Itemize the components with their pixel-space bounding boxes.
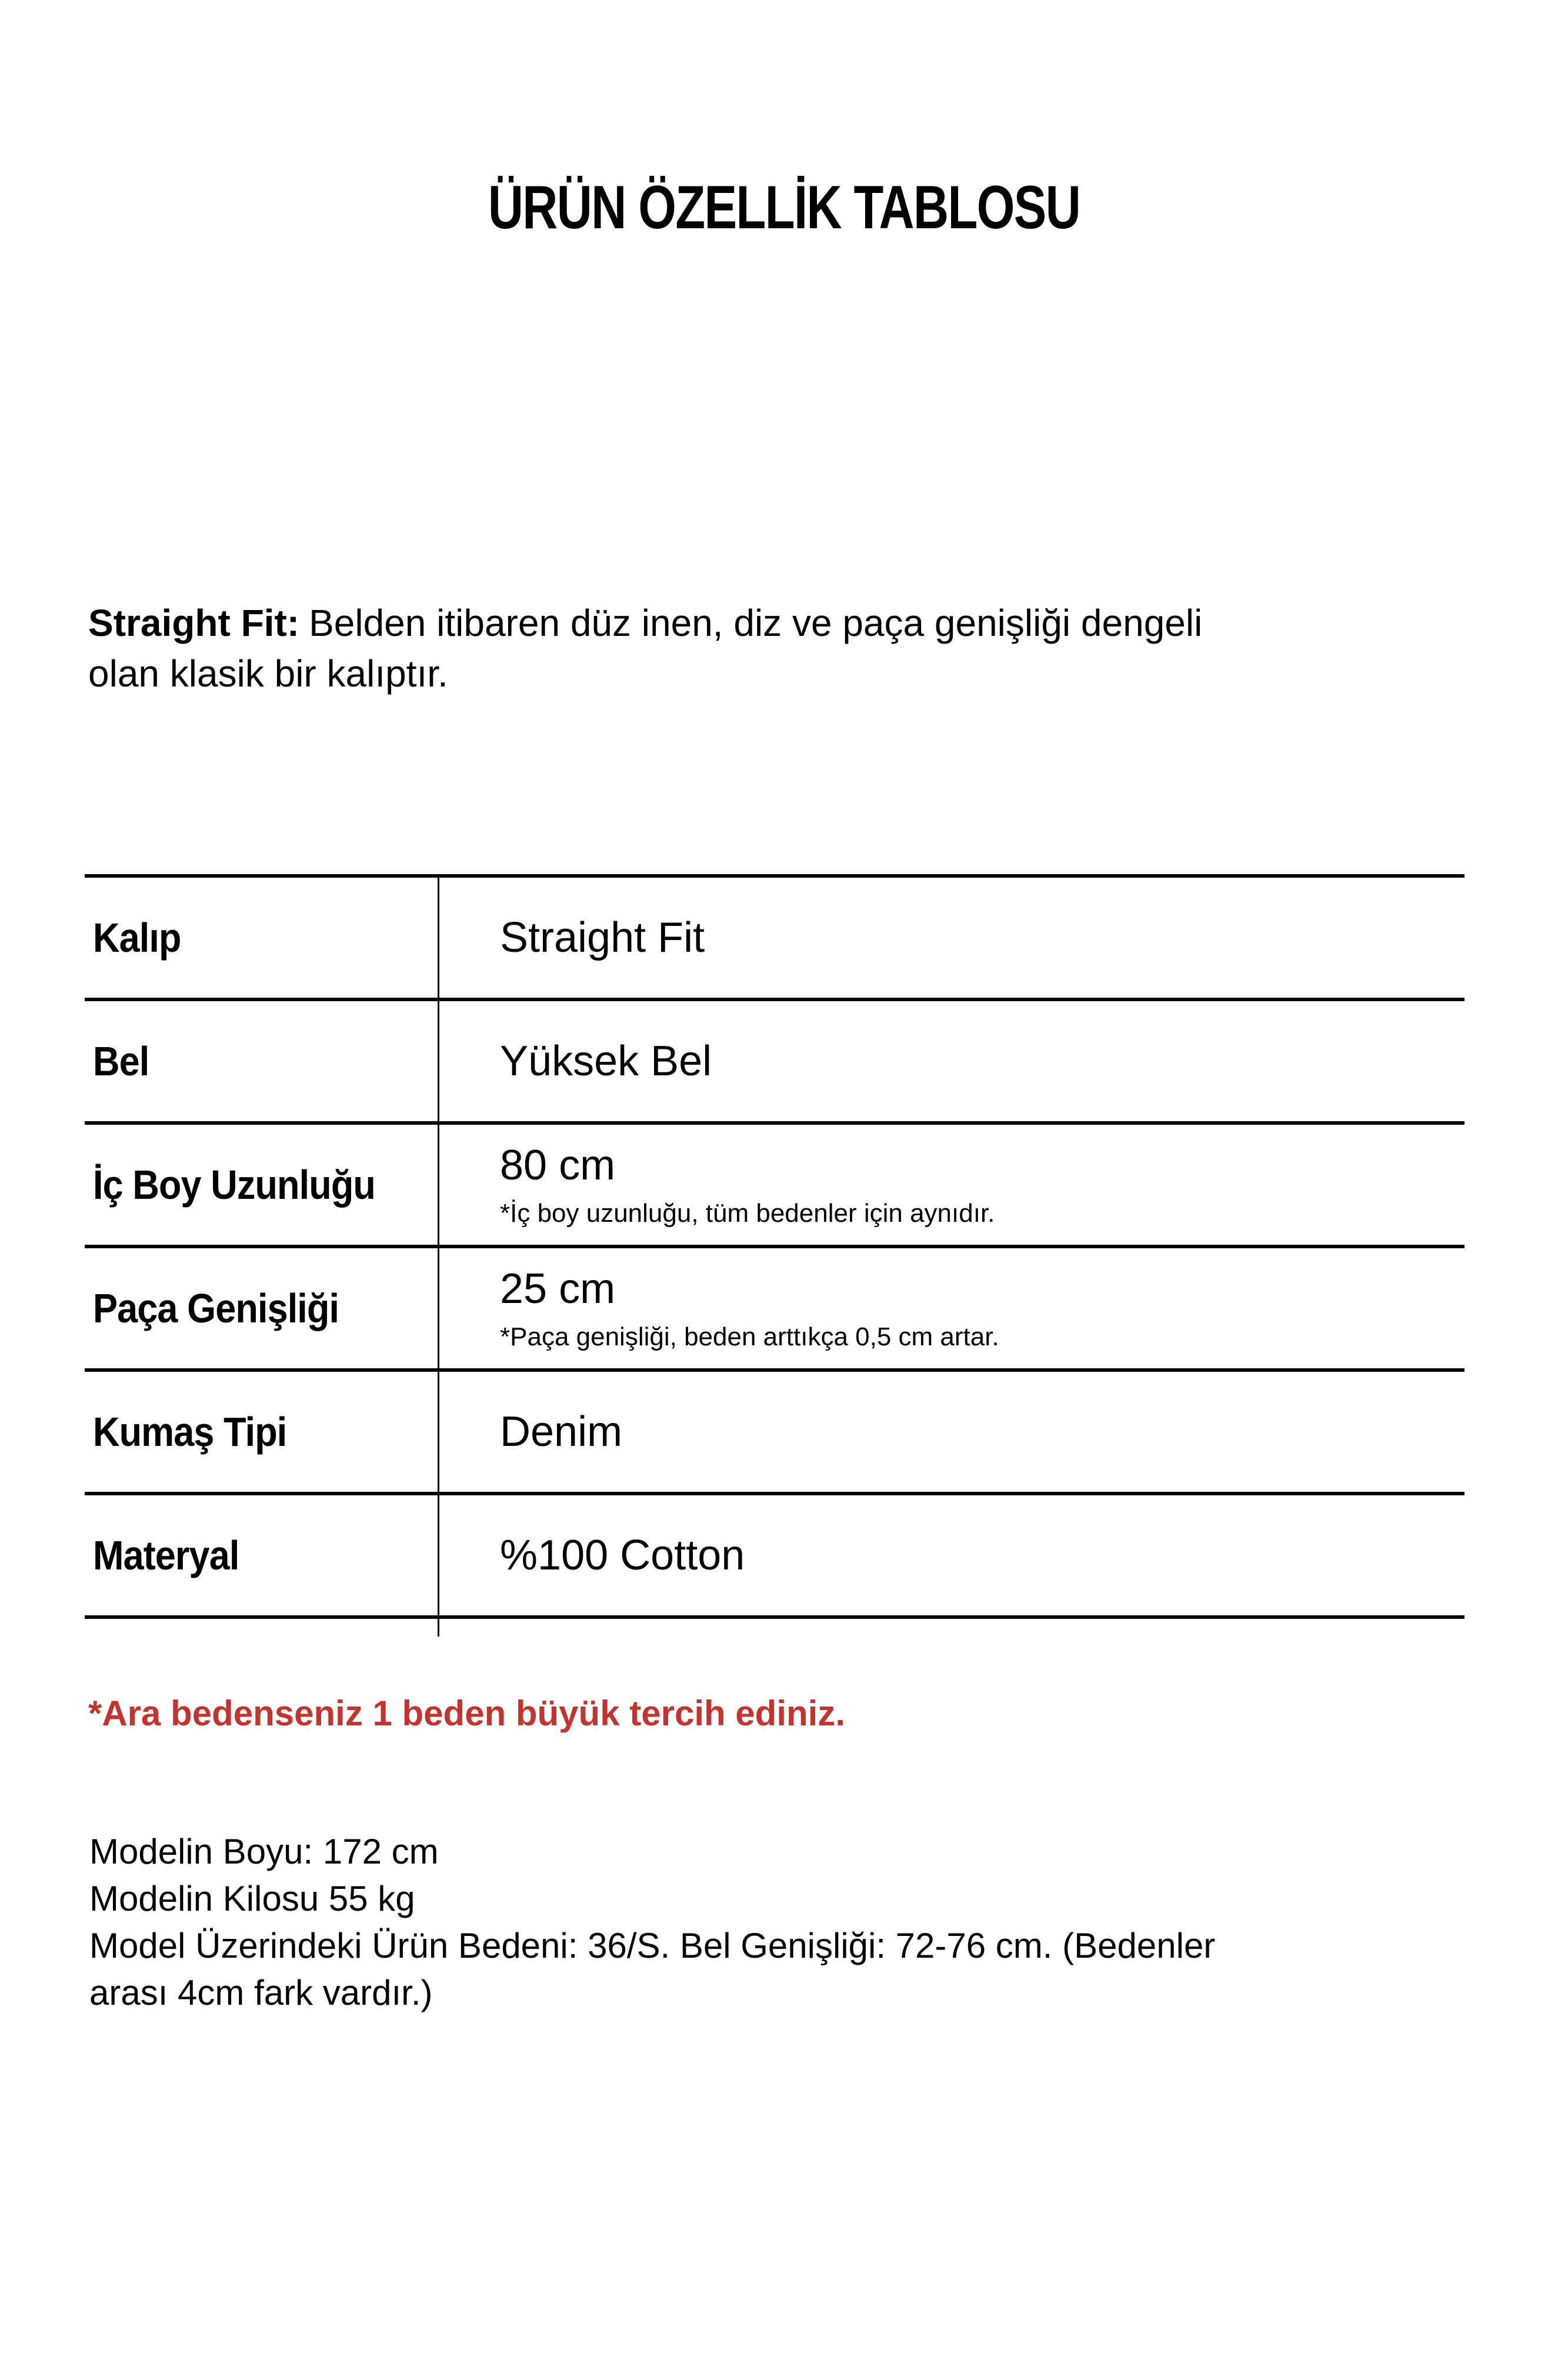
row-note: *İç boy uzunluğu, tüm bedenler için aynıdır. — [500, 1199, 995, 1228]
row-label-cell — [85, 1248, 438, 1368]
row-value-cell — [438, 1001, 1464, 1121]
model-info — [89, 1828, 1215, 2017]
row-label-cell — [85, 1001, 438, 1121]
model-info-size-line-1: Model Üzerindeki Ürün Bedeni: 36/S. Bel Genişliği: 72-76 cm. (Bedenler — [89, 1926, 1216, 1965]
row-label-cell — [85, 1372, 438, 1492]
row-label: Bel — [93, 1038, 149, 1084]
table-row-kalip — [85, 878, 1464, 1001]
row-value: Yüksek Bel — [500, 1038, 712, 1085]
model-info-weight: Modelin Kilosu 55 kg — [89, 1879, 415, 1918]
row-value: Straight Fit — [500, 914, 705, 961]
fit-description — [88, 598, 1202, 699]
table-row-kumas-tipi — [85, 1372, 1464, 1495]
row-value: 25 cm — [500, 1265, 616, 1312]
fit-description-line-2: olan klasik bir kalıptır. — [88, 652, 448, 695]
row-label-cell — [85, 1125, 438, 1245]
row-label: Kumaş Tipi — [93, 1409, 287, 1455]
size-recommendation-note: *Ara bedenseniz 1 beden büyük tercih ediniz. — [88, 1694, 845, 1733]
row-value: Denim — [500, 1408, 623, 1455]
model-info-height: Modelin Boyu: 172 cm — [89, 1832, 439, 1871]
row-value-cell — [438, 1372, 1464, 1492]
model-info-size-line-2: arası 4cm fark vardır.) — [89, 1973, 433, 2012]
row-label: Kalıp — [93, 915, 181, 961]
row-label-cell — [85, 878, 438, 998]
row-value: 80 cm — [500, 1142, 616, 1189]
fit-description-term: Straight Fit: — [88, 602, 300, 644]
row-value-cell — [438, 1125, 1464, 1245]
page-title: ÜRÜN ÖZELLİK TABLOSU — [488, 174, 1080, 242]
row-label-cell — [85, 1495, 438, 1615]
row-value-cell — [438, 878, 1464, 998]
spec-table — [85, 874, 1464, 1619]
row-value-cell — [438, 1495, 1464, 1615]
table-row-paca-genisligi — [85, 1248, 1464, 1372]
row-label: Paça Genişliği — [93, 1285, 339, 1331]
table-row-materyal — [85, 1495, 1464, 1619]
table-column-divider — [438, 878, 439, 1637]
row-value-cell — [438, 1248, 1464, 1368]
table-row-bel — [85, 1001, 1464, 1125]
row-label: Materyal — [93, 1532, 239, 1578]
row-value: %100 Cotton — [500, 1532, 745, 1579]
fit-description-line-1 — [88, 598, 1202, 648]
row-label: İç Boy Uzunluğu — [93, 1162, 375, 1208]
row-note: *Paça genişliği, beden arttıkça 0,5 cm artar. — [500, 1322, 999, 1351]
fit-description-text: Belden itibaren düz inen, diz ve paça genişliği dengeli — [309, 602, 1203, 644]
table-row-ic-boy-uzunlugu — [85, 1125, 1464, 1248]
